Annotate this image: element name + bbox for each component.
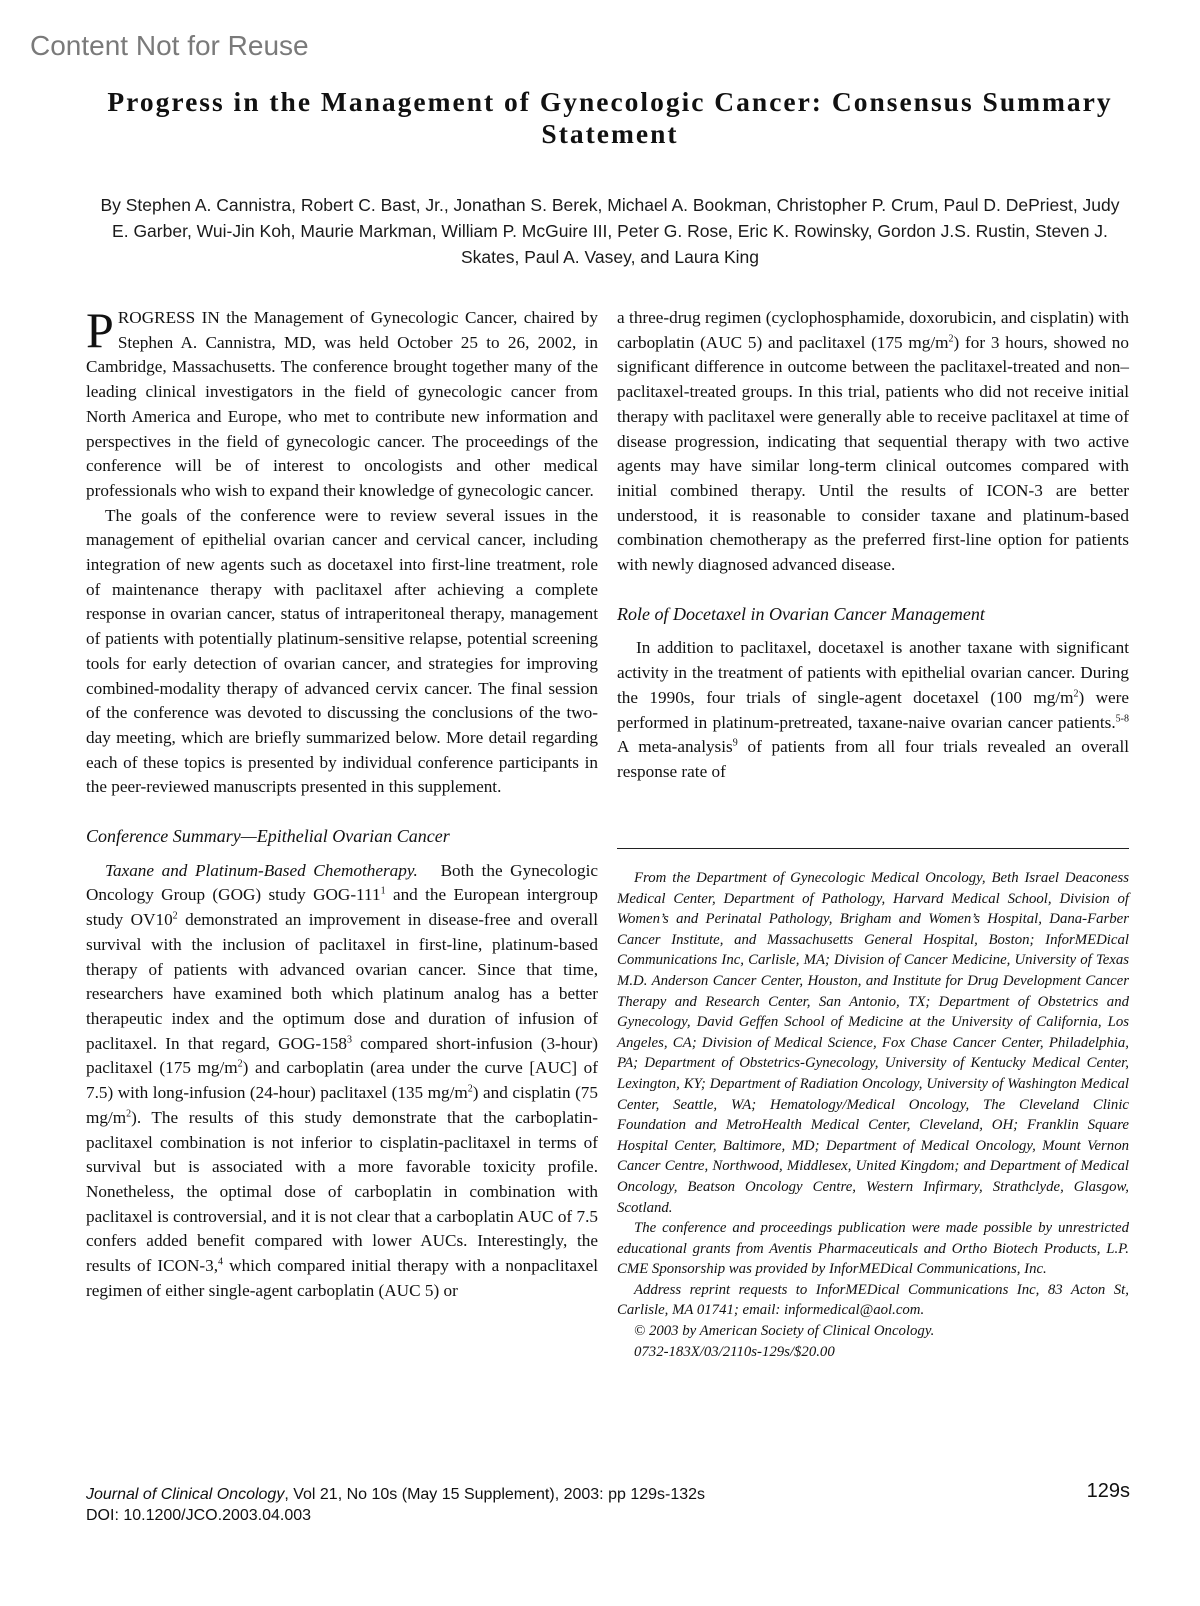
body-text: In addition to paclitaxel, docetaxel is another taxane with significant activity in the treatment of patients with epithelial ovarian cancer. During the 1990s, four trials of single-agent docetaxel (100 mg/m [617, 638, 1129, 707]
citation-line [86, 1484, 705, 1505]
intro-text: ROGRESS IN the Management of Gynecologic Cancer, chaired by Stephen A. Cannistra, MD, was held October 25 to 26, 2002, in Cambridge, Massachusetts. The conference brought together many of the leading clinical investigators in the field of gynecologic cancer from North America and Europe, who met to contribute new information and perspectives in the field of gynecologic cancer. The proceedings of the conference will be of interest to oncologists and other medical professionals who wish to expand their knowledge of gynecologic cancer. [86, 308, 598, 500]
funding-note: The conference and proceedings publication were made possible by unrestricted educational grants from Aventis Pharmaceuticals and Ortho Biotech Products, L.P. CME Sponsorship was provided by InforMEDical Communications, Inc. [617, 1220, 1129, 1278]
superscript: 2 [126, 1108, 132, 1120]
body-text: ) and cisplatin (75 mg/m [86, 1083, 598, 1127]
affiliations-note: From the Department of Gynecologic Medical Oncology, Beth Israel Deaconess Medical Center, Department of Pathology, Harvard Medical School, Division of Women’s and Perinatal Pathology, Brigham and Women’s Hospital, Dana-Farber Cancer Institute, and Massachusetts General Hospital, Boston; InforMEDical Communications Inc, Carlisle, MA; Division of Cancer Medicine, University of Texas M.D. Anderson Cancer Center, Houston, and Institute for Drug Development Cancer Therapy and Research Center, San Antonio, TX; Department of Obstetrics and Gynecology, David Geffen School of Medicine at the University of California, Los Angeles, CA; Division of Medical Science, Fox Chase Cancer Center, Philadelphia, PA; Department of Obstetrics-Gynecology, University of Kentucky Medical Center, Lexington, KY; Department of Radiation Oncology, University of Washington Medical Center, Seattle, WA; Hematology/Medical Oncology, The Cleveland Clinic Foundation and MetroHealth Medical Center, Cleveland, OH; Franklin Square Hospital Center, Baltimore, MD; Department of Medical Oncology, Mount Vernon Cancer Centre, Northwood, Middlesex, United Kingdom; and Department of Medical Oncology, Beatson Oncology Centre, Western Infirmary, Strathclyde, Glasgow, Scotland. [617, 870, 1129, 1216]
ref-marker: 4 [218, 1256, 224, 1268]
body-text: a three-drug regimen (cyclophosphamide, doxorubicin, and cisplatin) with carboplatin (AUC 5) and paclitaxel (175 mg/m [617, 308, 1129, 352]
ref-marker: 2 [172, 910, 178, 922]
superscript: 2 [948, 332, 954, 344]
body-text: which compared initial therapy with a nonpaclitaxel regimen of either single-agent carboplatin (AUC 5) or [86, 1256, 598, 1300]
doi-line: DOI: 10.1200/JCO.2003.04.003 [86, 1507, 312, 1524]
superscript: 2 [237, 1058, 243, 1070]
subheading-taxane: Taxane and Platinum-Based Chemotherapy. [105, 860, 418, 880]
section-heading-docetaxel: Role of Docetaxel in Ovarian Cancer Management [617, 603, 985, 624]
article-title: Progress in the Management of Gynecologic Cancer: Consensus Summary Statement [107, 86, 1113, 149]
reprints-note: Address reprint requests to InforMEDical Communications Inc, 83 Acton St, Carlisle, MA 01741; email: informedical@aol.com. [617, 1281, 1129, 1319]
page-number: 129s [1086, 1480, 1130, 1502]
journal-name: Journal of Clinical Oncology [86, 1486, 285, 1503]
citation-detail: , Vol 21, No 10s (May 15 Supplement), 2003: pp 129s-132s [284, 1486, 706, 1503]
author-list: By Stephen A. Cannistra, Robert C. Bast, Jr., Jonathan S. Berek, Michael A. Bookman, Christopher P. Crum, Paul D. DePriest, Judy E. Garber, Wui-Jin Koh, Maurie Markman, William P. McGuire III, Peter G. Rose, Eric K. Rowinsky, Gordon J.S. Rustin, Steven J. Skates, Paul A. Vasey, and Laura King [100, 195, 1120, 267]
section-heading-ovarian: Conference Summary—Epithelial Ovarian Cancer [86, 826, 450, 847]
superscript: 2 [1073, 688, 1079, 700]
taxane-paragraph [86, 859, 598, 1304]
journal-citation [86, 1484, 705, 1526]
body-text: and the European intergroup study OV10 [86, 885, 598, 930]
footnotes [617, 868, 1129, 1362]
body-text: demonstrated an improvement in disease-free and overall survival with the inclusion of paclitaxel in first-line, platinum-based therapy of patients with advanced ovarian cancer. Since that time, researchers have examined both which platinum analog has a better therapeutic index and the optimum dose and duration of infusion of paclitaxel. In that regard, GOG-158 [86, 910, 598, 1053]
body-text: ). The results of this study demonstrate that the carboplatin-paclitaxel combination is not inferior to cisplatin-paclitaxel in terms of survival but is associated with a more favorable toxicity profile. Nonetheless, the optimal dose of carboplatin in combination with paclitaxel is controversial, and it is not clear that a carboplatin AUC of 7.5 confers added benefit compared with lower AUCs. Interestingly, the results of ICON-3, [86, 1107, 598, 1276]
watermark: Content Not for Reuse [30, 30, 309, 61]
ref-marker: 5-8 [1115, 712, 1129, 724]
superscript: 2 [467, 1083, 473, 1095]
body-text: Both the Gynecologic Oncology Group (GOG) study GOG-111 [86, 860, 598, 905]
body-text: of patients from all four trials revealed an overall response rate of [617, 737, 1129, 781]
icon3-paragraph [617, 306, 1129, 578]
copyright-note: © 2003 by American Society of Clinical Oncology. [634, 1323, 935, 1340]
drop-cap: P [86, 302, 114, 358]
body-text: A meta-analysis [617, 737, 733, 757]
goals-paragraph: The goals of the conference were to review several issues in the management of epithelial ovarian cancer and cervical cancer, including integration of new agents such as docetaxel into first-line treatment, role of maintenance therapy with paclitaxel after achieving a complete response in ovarian cancer, status of intraperitoneal therapy, management of patients with potentially platinum-sensitive relapse, potential screening tools for early detection of ovarian cancer, and strategies for improving combined-modality therapy of advanced cervix cancer. The final session of the conference was devoted to discussing the conclusions of the two-day meeting, which are briefly summarized below. More detail regarding each of these topics is presented by individual conference participants in the peer-reviewed manuscripts presented in this supplement. [86, 505, 598, 797]
body-text: ) were performed in platinum-pretreated, taxane-naive ovarian cancer patients. [617, 687, 1129, 732]
ref-marker: 3 [346, 1033, 352, 1045]
docetaxel-paragraph [617, 636, 1129, 784]
right-column [617, 306, 1129, 785]
ref-marker: 9 [732, 737, 738, 749]
article-code: 0732-183X/03/2110s-129s/$20.00 [634, 1343, 835, 1360]
left-column [86, 302, 599, 1303]
body-text: ) for 3 hours, showed no significant difference in outcome between the paclitaxel-treated and non–paclitaxel-treated groups. In this trial, patients who did not receive initial therapy with paclitaxel were generally able to receive paclitaxel at time of disease progression, indicating that sequential therapy with two active agents may have similar long-term clinical outcomes compared with initial combined therapy. Until the results of ICON-3 are better understood, it is reasonable to consider taxane and platinum-based combination chemotherapy as the preferred first-line option for patients with newly diagnosed advanced disease. [617, 332, 1129, 575]
intro-paragraph [86, 302, 598, 504]
footnote-divider [617, 848, 1129, 849]
body-text: compared short-infusion (3-hour) paclitaxel (175 mg/m [86, 1033, 599, 1078]
body-text: ) and carboplatin (area under the curve [AUC] of 7.5) with long-infusion (24-hour) paclitaxel (135 mg/m [86, 1058, 598, 1103]
ref-marker: 1 [380, 885, 386, 897]
